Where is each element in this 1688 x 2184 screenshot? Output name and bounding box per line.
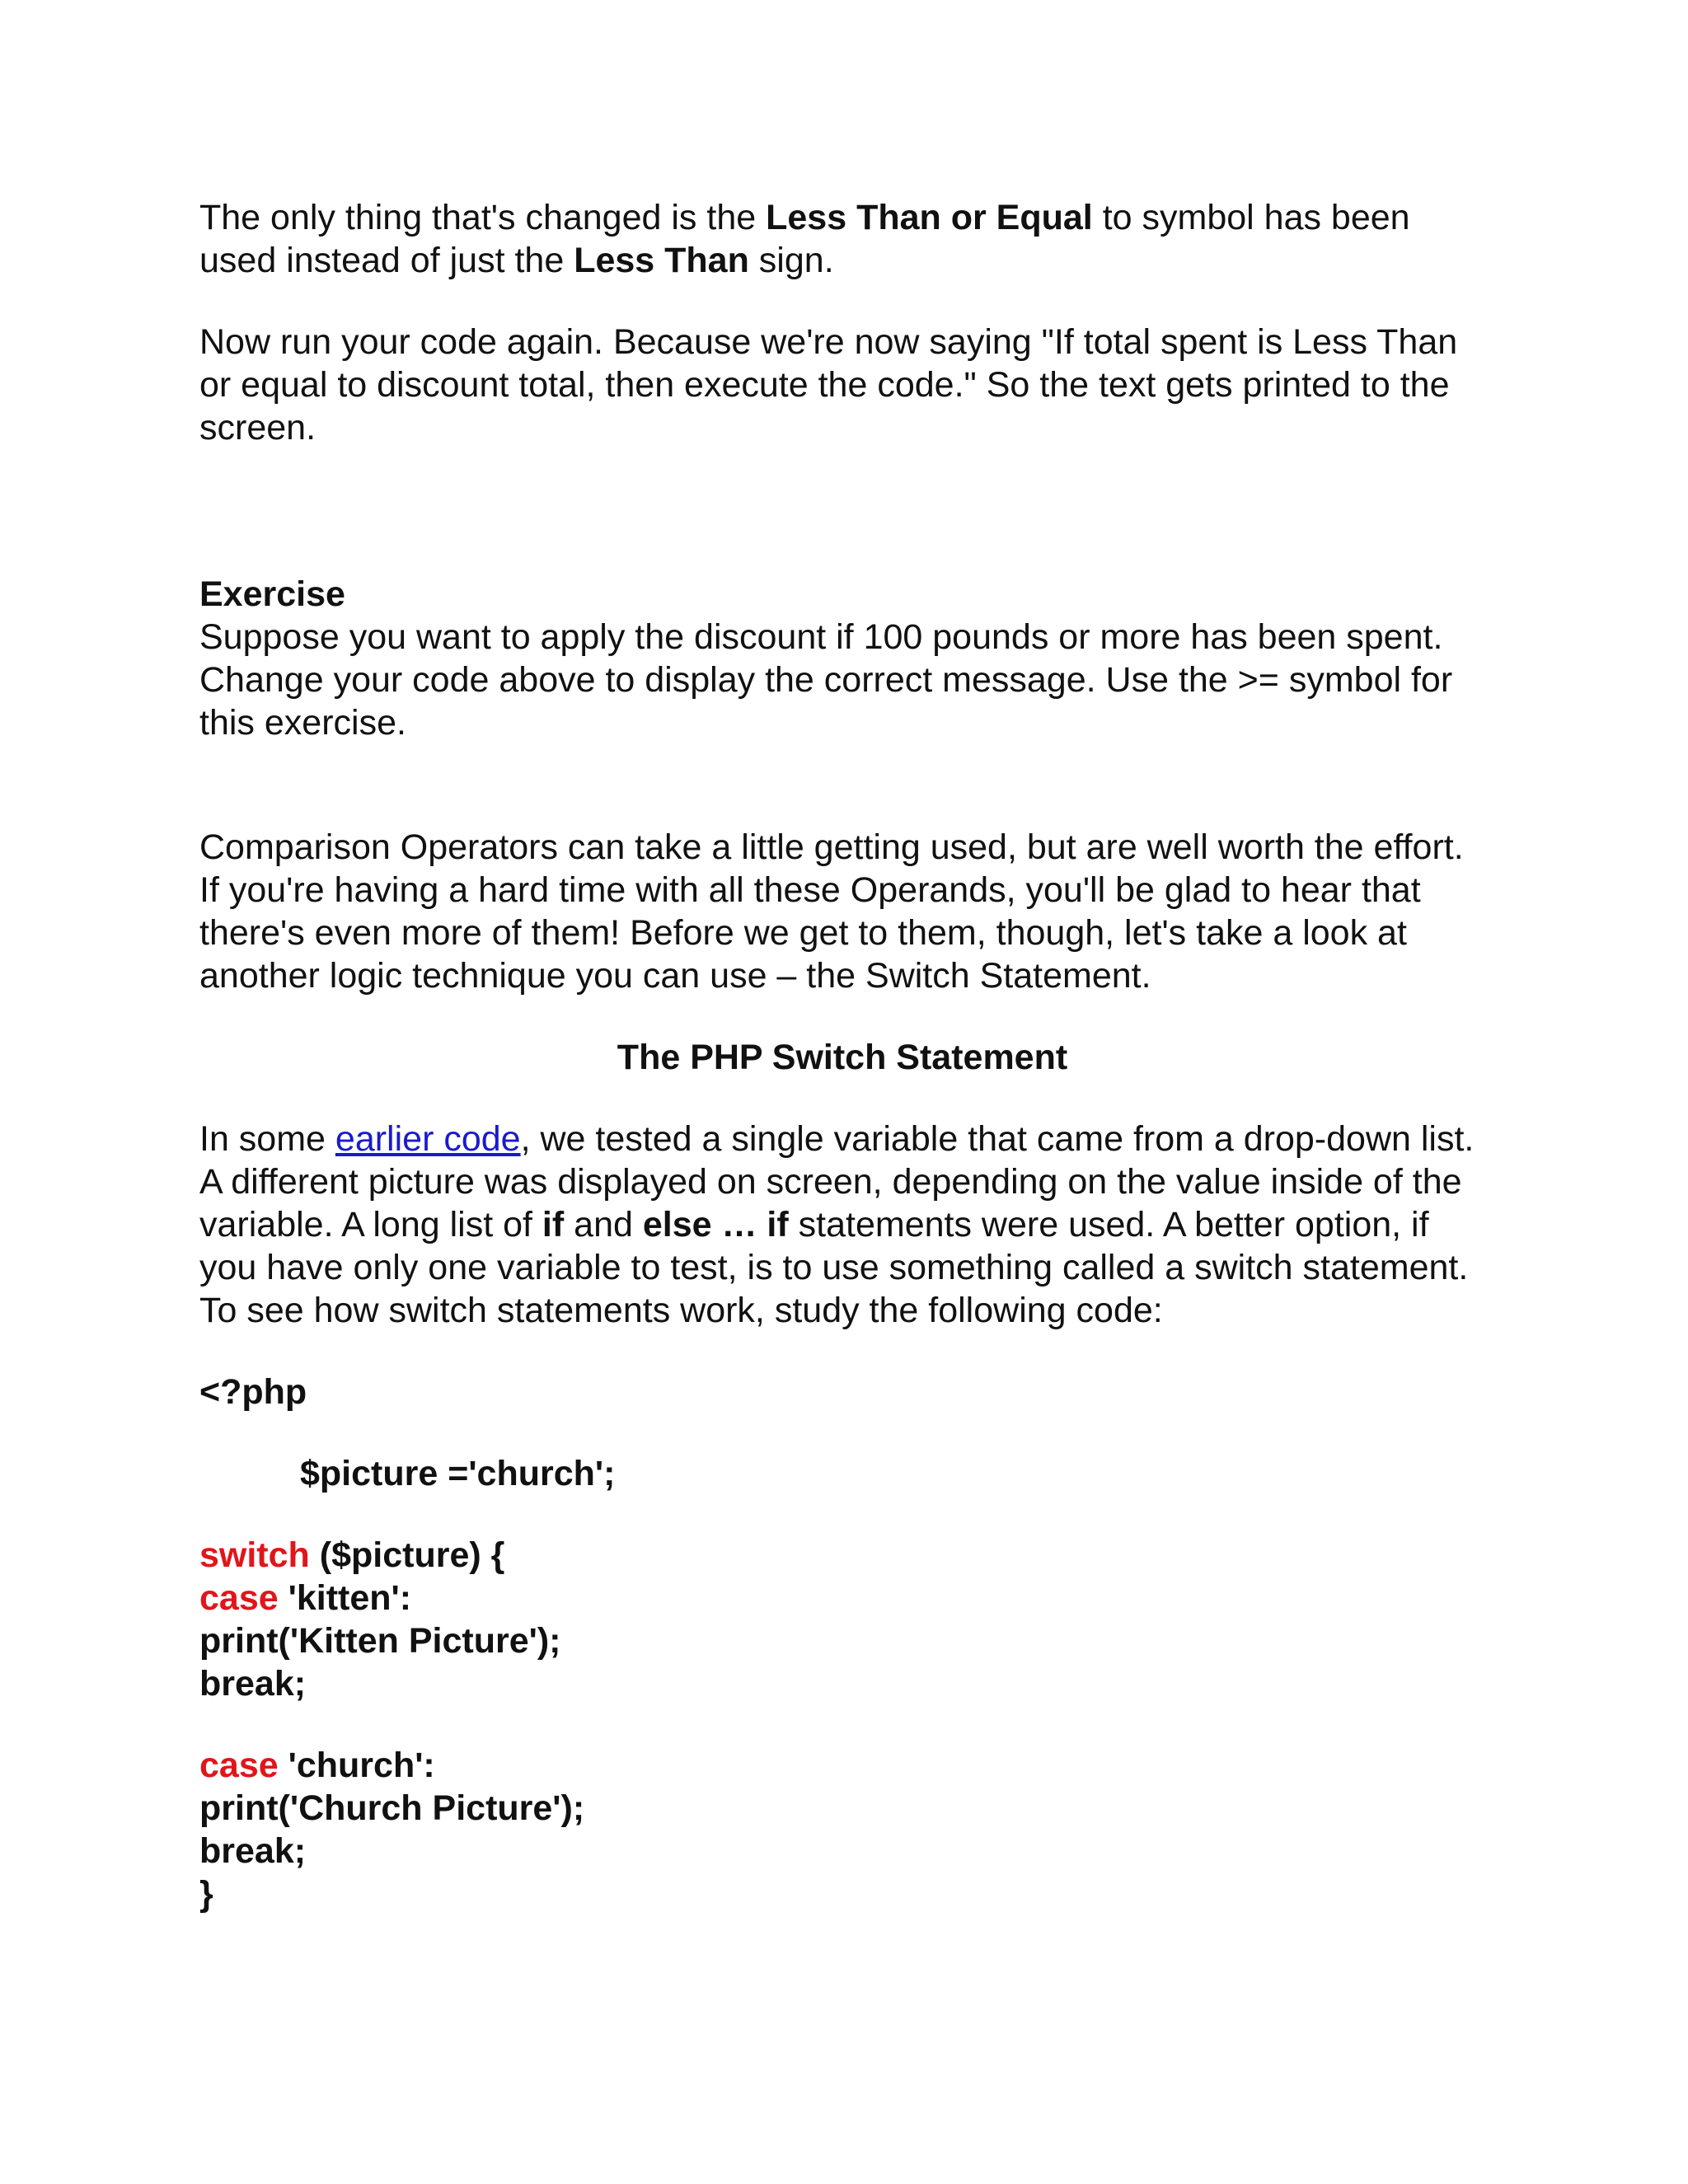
bold-term: Less Than [574, 241, 749, 280]
code-keyword: case [199, 1746, 279, 1785]
code-line-close-brace: } [199, 1874, 213, 1914]
code-line-print-kitten: print('Kitten Picture'); [199, 1621, 561, 1661]
text-span: sign. [748, 241, 834, 280]
text-span: and [564, 1205, 643, 1244]
code-line-open-tag: <?php [199, 1372, 307, 1412]
text-span: to symbol has been used instead of just the [199, 198, 1410, 280]
exercise-text: Suppose you want to apply the discount if 100 pounds or more has been spent. Change your code above to display the correct message. Use the >= symbol for this exercise. [199, 617, 1453, 743]
paragraph-run-again: Now run your code again. Because we're now saying "If total spent is Less Than or equal to discount total, then execute the code." So the text gets printed to the screen. [199, 322, 1458, 448]
text-span: In some [199, 1119, 335, 1159]
code-keyword: case [199, 1578, 279, 1618]
code-line-assign: $picture ='church'; [300, 1454, 616, 1493]
code-block [199, 1371, 1485, 1915]
document-content [199, 196, 1485, 1915]
paragraph-switch-intro [199, 1118, 1485, 1332]
text-span: , we tested a single variable that came from a drop-down list. A different picture was displayed on screen, depending on the value inside of the variable. A long list of [199, 1119, 1475, 1244]
code-line-switch [199, 1534, 1485, 1577]
code-keyword: switch [199, 1535, 310, 1575]
paragraph-comparison-operators: Comparison Operators can take a little getting used, but are well worth the effort. If you're having a hard time with all these Operands, you'll be glad to hear that there's even more of them! Before we get to them, though, let's take a look at another logic technique you can use – the Switch Statement. [199, 827, 1464, 996]
code-line-case-kitten [199, 1577, 1485, 1619]
bold-term: Less Than or Equal [766, 198, 1093, 237]
code-text: ($picture) { [309, 1535, 505, 1575]
text-span: The only thing that's changed is the [199, 198, 767, 237]
bold-term: if [542, 1205, 565, 1244]
text-span: statements were used. A better option, if you have only one variable to test, is to use something called a switch statement. To see how switch statements work, study the following code: [199, 1205, 1469, 1330]
exercise-heading: Exercise [199, 574, 345, 614]
bold-term: else … if [642, 1205, 789, 1244]
code-line-break: break; [199, 1664, 307, 1704]
code-text: 'kitten': [278, 1578, 412, 1618]
code-line-case-church [199, 1744, 1485, 1787]
code-text: 'church': [278, 1746, 435, 1785]
section-title: The PHP Switch Statement [617, 1038, 1068, 1077]
code-line-break: break; [199, 1831, 307, 1871]
code-line-print-church: print('Church Picture'); [199, 1788, 585, 1828]
paragraph-less-than-equal [199, 196, 1485, 282]
earlier-code-link[interactable]: earlier code [335, 1119, 521, 1159]
